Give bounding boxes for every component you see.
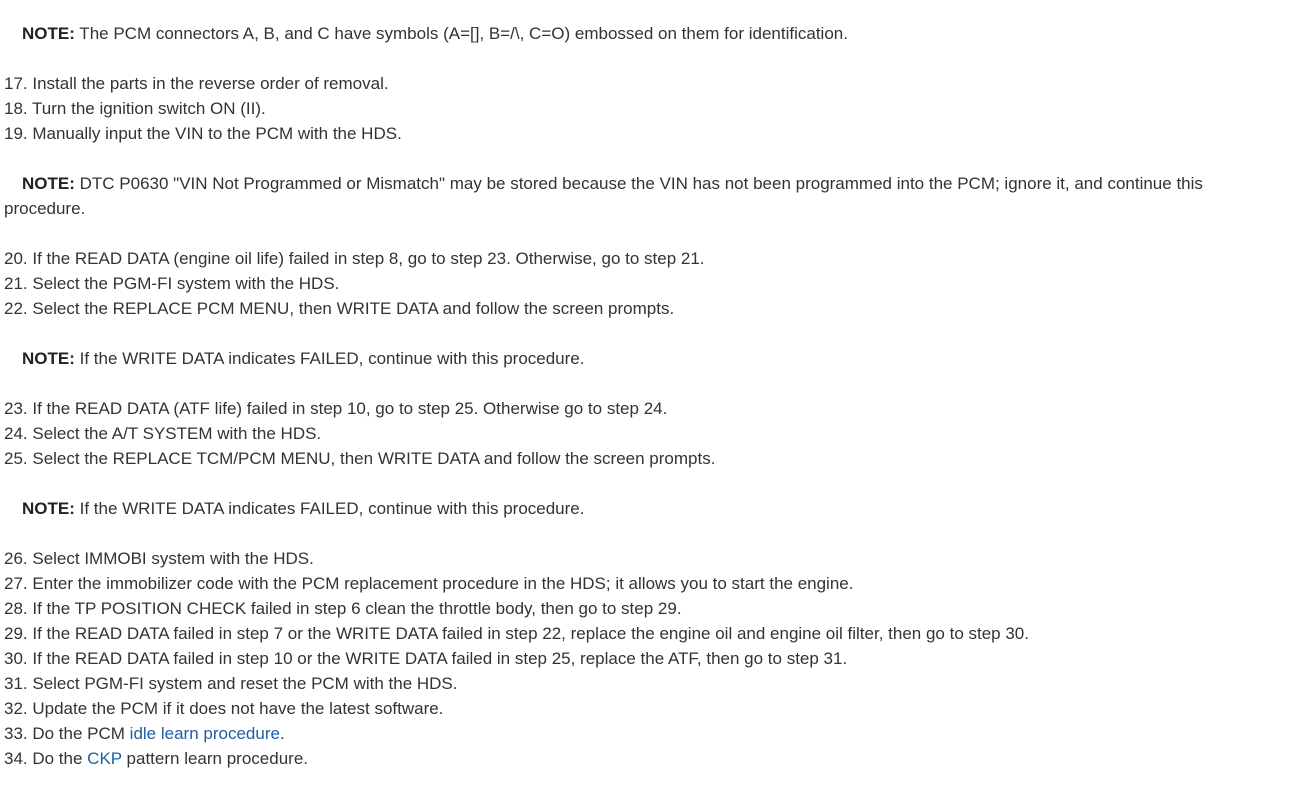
- step-26: 26. Select IMMOBI system with the HDS.: [4, 549, 314, 568]
- note-label: NOTE:: [22, 174, 75, 193]
- note-label: NOTE:: [22, 499, 75, 518]
- step-31: 31. Select PGM-FI system and reset the PCM with the HDS.: [4, 674, 458, 693]
- note-text: If the WRITE DATA indicates FAILED, continue with this procedure.: [74, 349, 585, 368]
- step-33: [4, 721, 1244, 746]
- step-21: 21. Select the PGM-FI system with the HDS.: [4, 274, 340, 293]
- spacer: [4, 146, 1244, 171]
- spacer: [4, 471, 1244, 496]
- spacer: [4, 371, 1244, 396]
- procedure-document: [4, 21, 1244, 771]
- step-33-suffix: .: [279, 724, 285, 743]
- ckp-link[interactable]: CKP: [87, 749, 122, 768]
- step-30: 30. If the READ DATA failed in step 10 or the WRITE DATA failed in step 25, replace the ATF, then go to step 31.: [4, 649, 848, 668]
- step-34-prefix: 34. Do the: [4, 749, 88, 768]
- step-28: 28. If the TP POSITION CHECK failed in step 6 clean the throttle body, then go to step 29.: [4, 599, 682, 618]
- idle-learn-procedure-link[interactable]: idle learn procedure: [129, 724, 280, 743]
- step-23: 23. If the READ DATA (ATF life) failed in step 10, go to step 25. Otherwise go to step 24.: [4, 399, 668, 418]
- note-label: NOTE:: [22, 24, 75, 43]
- spacer: [4, 221, 1244, 246]
- step-33-prefix: 33. Do the PCM: [4, 724, 130, 743]
- note-dtc-p0630: [4, 171, 1209, 221]
- step-19: 19. Manually input the VIN to the PCM with the HDS.: [4, 124, 402, 143]
- note-connector-symbols: [4, 21, 1244, 46]
- step-22: 22. Select the REPLACE PCM MENU, then WRITE DATA and follow the screen prompts.: [4, 299, 675, 318]
- step-25: 25. Select the REPLACE TCM/PCM MENU, then WRITE DATA and follow the screen prompts.: [4, 449, 716, 468]
- spacer: [4, 46, 1244, 71]
- note-text: The PCM connectors A, B, and C have symbols (A=[], B=/\, C=O) embossed on them for identification.: [74, 24, 848, 43]
- spacer: [4, 521, 1244, 546]
- step-29: 29. If the READ DATA failed in step 7 or the WRITE DATA failed in step 22, replace the engine oil and engine oil filter, then go to step 30.: [4, 624, 1029, 643]
- note-write-data-failed-2: [4, 496, 1244, 521]
- step-18: 18. Turn the ignition switch ON (II).: [4, 99, 266, 118]
- spacer: [4, 321, 1244, 346]
- step-34-suffix: pattern learn procedure.: [121, 749, 308, 768]
- step-34: [4, 746, 1244, 771]
- step-24: 24. Select the A/T SYSTEM with the HDS.: [4, 424, 322, 443]
- note-text: If the WRITE DATA indicates FAILED, continue with this procedure.: [74, 499, 585, 518]
- step-17: 17. Install the parts in the reverse order of removal.: [4, 74, 389, 93]
- step-27: 27. Enter the immobilizer code with the PCM replacement procedure in the HDS; it allows you to start the engine.: [4, 574, 854, 593]
- step-20: 20. If the READ DATA (engine oil life) failed in step 8, go to step 23. Otherwise, go to step 21.: [4, 249, 705, 268]
- note-text: DTC P0630 "VIN Not Programmed or Mismatch" may be stored because the VIN has not been programmed into the PCM; ignore it, and continue this procedure.: [4, 174, 1203, 218]
- note-write-data-failed: [4, 346, 1244, 371]
- step-32: 32. Update the PCM if it does not have the latest software.: [4, 699, 444, 718]
- note-label: NOTE:: [22, 349, 75, 368]
